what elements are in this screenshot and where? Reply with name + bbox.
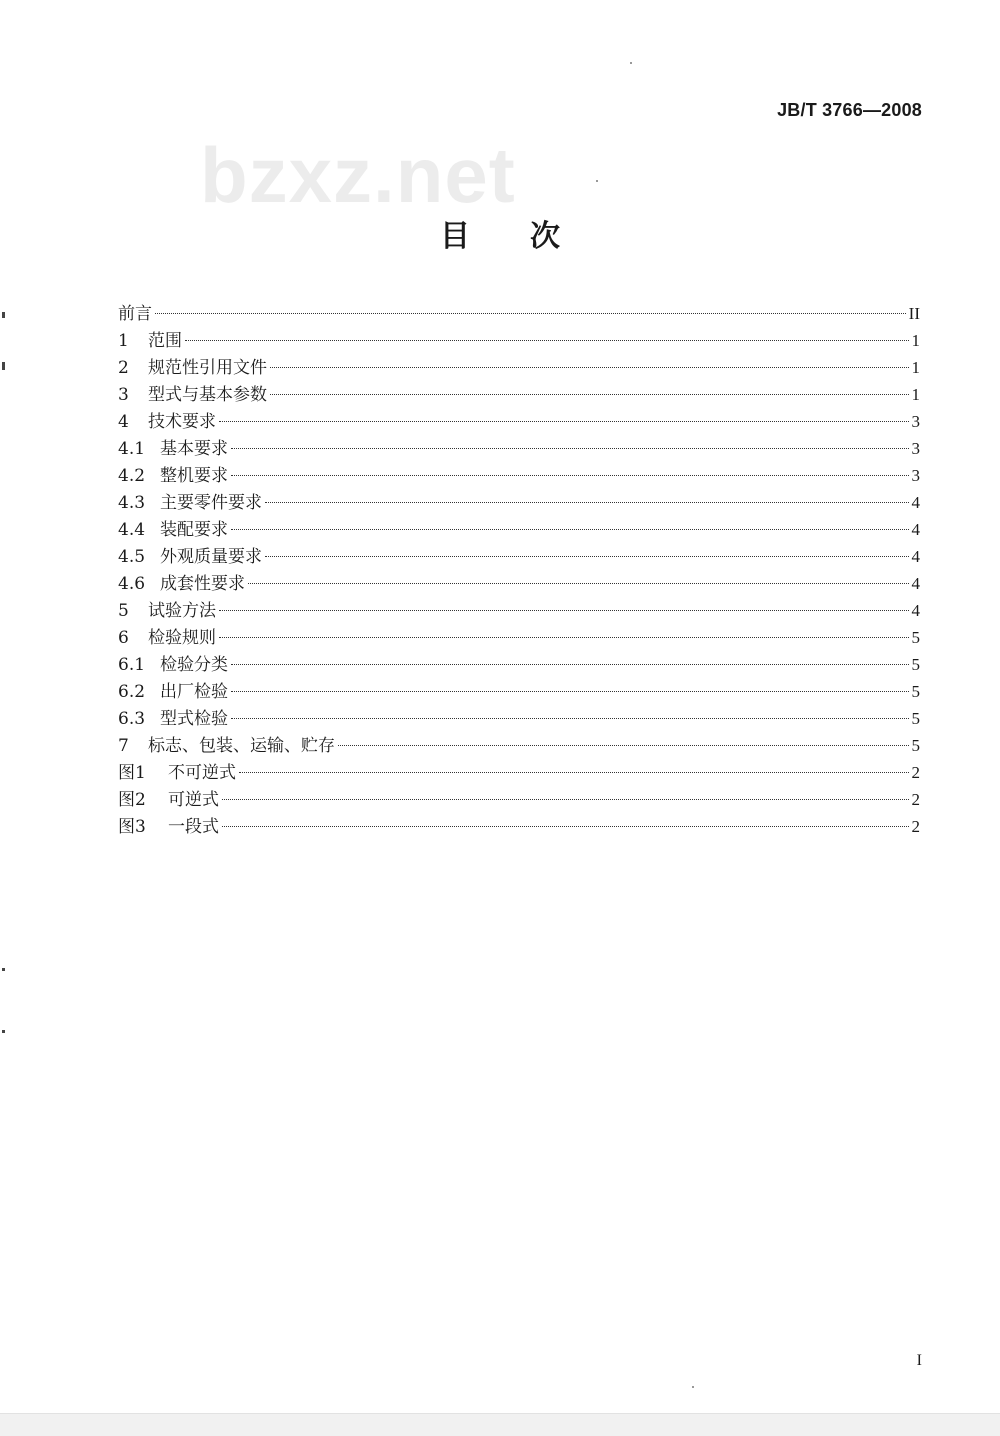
toc-entry-label: 型式检验 — [160, 709, 228, 729]
toc-entry — [118, 435, 920, 462]
toc-leader-dots — [222, 826, 909, 827]
toc-entry — [118, 327, 920, 354]
toc-leader-dots — [231, 664, 909, 665]
page-title: 目 次 — [440, 219, 560, 254]
scan-mark — [2, 362, 5, 370]
toc-leader-dots — [155, 313, 906, 314]
toc-entry-label: 整机要求 — [160, 466, 228, 486]
toc-entry-label: 基本要求 — [160, 439, 228, 459]
toc-entry-page: 5 — [911, 655, 920, 674]
toc-entry — [118, 462, 920, 489]
toc-entry-label: 出厂检验 — [160, 682, 228, 702]
toc-leader-dots — [265, 556, 909, 557]
toc-leader-dots — [239, 772, 909, 773]
toc-entry-page: 4 — [911, 601, 920, 620]
scan-speck — [692, 1386, 694, 1388]
toc-entry-page: 1 — [911, 358, 920, 377]
toc-entry-label: 可逆式 — [168, 790, 219, 810]
toc-entry-label: 前言 — [118, 304, 152, 324]
toc-entry-label: 主要零件要求 — [160, 493, 262, 513]
toc-leader-dots — [231, 448, 909, 449]
toc-entry — [118, 543, 920, 570]
toc-entry-number: 4.1 — [118, 439, 146, 459]
toc-entry-number: 4.4 — [118, 520, 146, 540]
toc-entry — [118, 300, 920, 327]
toc-entry-page: 3 — [911, 412, 920, 431]
toc-entry — [118, 597, 920, 624]
toc-entry-page: 4 — [911, 520, 920, 539]
table-of-contents — [118, 300, 920, 840]
toc-entry — [118, 489, 920, 516]
toc-entry-number: 3 — [118, 385, 129, 405]
toc-entry-page: 4 — [911, 493, 920, 512]
toc-entry — [118, 570, 920, 597]
toc-entry-number: 4.6 — [118, 574, 146, 594]
toc-leader-dots — [219, 421, 909, 422]
toc-entry — [118, 786, 920, 813]
toc-entry-page: 2 — [911, 817, 920, 836]
toc-entry-number: 图3 — [118, 817, 146, 837]
toc-entry-number: 5 — [118, 601, 129, 621]
scan-mark — [2, 968, 5, 971]
toc-leader-dots — [219, 610, 909, 611]
toc-entry — [118, 678, 920, 705]
toc-entry-label: 技术要求 — [148, 412, 216, 432]
toc-entry-page: 2 — [911, 790, 920, 809]
toc-entry-page: 5 — [911, 709, 920, 728]
watermark-text: bzxz.net — [200, 131, 516, 219]
toc-leader-dots — [231, 529, 909, 530]
toc-entry-label: 标志、包装、运输、贮存 — [148, 736, 335, 756]
toc-leader-dots — [338, 745, 909, 746]
toc-entry-number: 4.2 — [118, 466, 146, 486]
toc-entry-label: 外观质量要求 — [160, 547, 262, 567]
toc-entry-label: 试验方法 — [148, 601, 216, 621]
toc-entry — [118, 759, 920, 786]
toc-entry-label: 装配要求 — [160, 520, 228, 540]
toc-entry-page: 2 — [911, 763, 920, 782]
toc-entry — [118, 354, 920, 381]
toc-entry-number: 4.3 — [118, 493, 146, 513]
toc-entry-number: 6.2 — [118, 682, 146, 702]
toc-entry — [118, 408, 920, 435]
toc-entry-label: 一段式 — [168, 817, 219, 837]
toc-entry-page: II — [908, 304, 920, 323]
toc-leader-dots — [270, 367, 909, 368]
toc-leader-dots — [219, 637, 909, 638]
scan-mark — [2, 1030, 5, 1033]
toc-entry-page: 4 — [911, 574, 920, 593]
scan-mark — [2, 312, 5, 318]
toc-entry-label: 型式与基本参数 — [148, 385, 267, 405]
toc-entry-page: 5 — [911, 736, 920, 755]
toc-entry — [118, 516, 920, 543]
toc-entry-page: 1 — [911, 331, 920, 350]
toc-leader-dots — [248, 583, 909, 584]
toc-leader-dots — [185, 340, 909, 341]
toc-entry — [118, 705, 920, 732]
toc-leader-dots — [231, 718, 909, 719]
standard-code: JB/T 3766—2008 — [777, 100, 922, 120]
scan-speck — [596, 180, 598, 182]
toc-entry-label: 规范性引用文件 — [148, 358, 267, 378]
toc-entry-page: 1 — [911, 385, 920, 404]
toc-entry-page: 3 — [911, 466, 920, 485]
toc-entry-number: 1 — [118, 331, 129, 351]
toc-entry-number: 7 — [118, 736, 129, 756]
toc-entry-number: 2 — [118, 358, 129, 378]
toc-leader-dots — [231, 691, 909, 692]
toc-entry — [118, 651, 920, 678]
toc-entry-number: 4.5 — [118, 547, 146, 567]
toc-entry-number: 图1 — [118, 763, 146, 783]
toc-entry-label: 成套性要求 — [160, 574, 245, 594]
toc-leader-dots — [265, 502, 909, 503]
toc-entry-page: 5 — [911, 682, 920, 701]
toc-entry-page: 4 — [911, 547, 920, 566]
toc-entry-label: 检验分类 — [160, 655, 228, 675]
toc-leader-dots — [231, 475, 909, 476]
toc-entry-number: 图2 — [118, 790, 146, 810]
bottom-scan-edge — [0, 1413, 1000, 1436]
toc-entry-page: 5 — [911, 628, 920, 647]
toc-entry-number: 4 — [118, 412, 129, 432]
toc-entry — [118, 732, 920, 759]
toc-entry-label: 不可逆式 — [168, 763, 236, 783]
toc-entry — [118, 624, 920, 651]
toc-entry-number: 6 — [118, 628, 129, 648]
toc-entry-label: 范围 — [148, 331, 182, 351]
toc-entry-label: 检验规则 — [148, 628, 216, 648]
toc-entry — [118, 813, 920, 840]
toc-leader-dots — [270, 394, 909, 395]
page-number: I — [916, 1352, 922, 1369]
toc-leader-dots — [222, 799, 909, 800]
toc-entry-number: 6.1 — [118, 655, 146, 675]
toc-entry-page: 3 — [911, 439, 920, 458]
toc-entry — [118, 381, 920, 408]
scan-speck — [630, 62, 632, 64]
toc-entry-number: 6.3 — [118, 709, 146, 729]
